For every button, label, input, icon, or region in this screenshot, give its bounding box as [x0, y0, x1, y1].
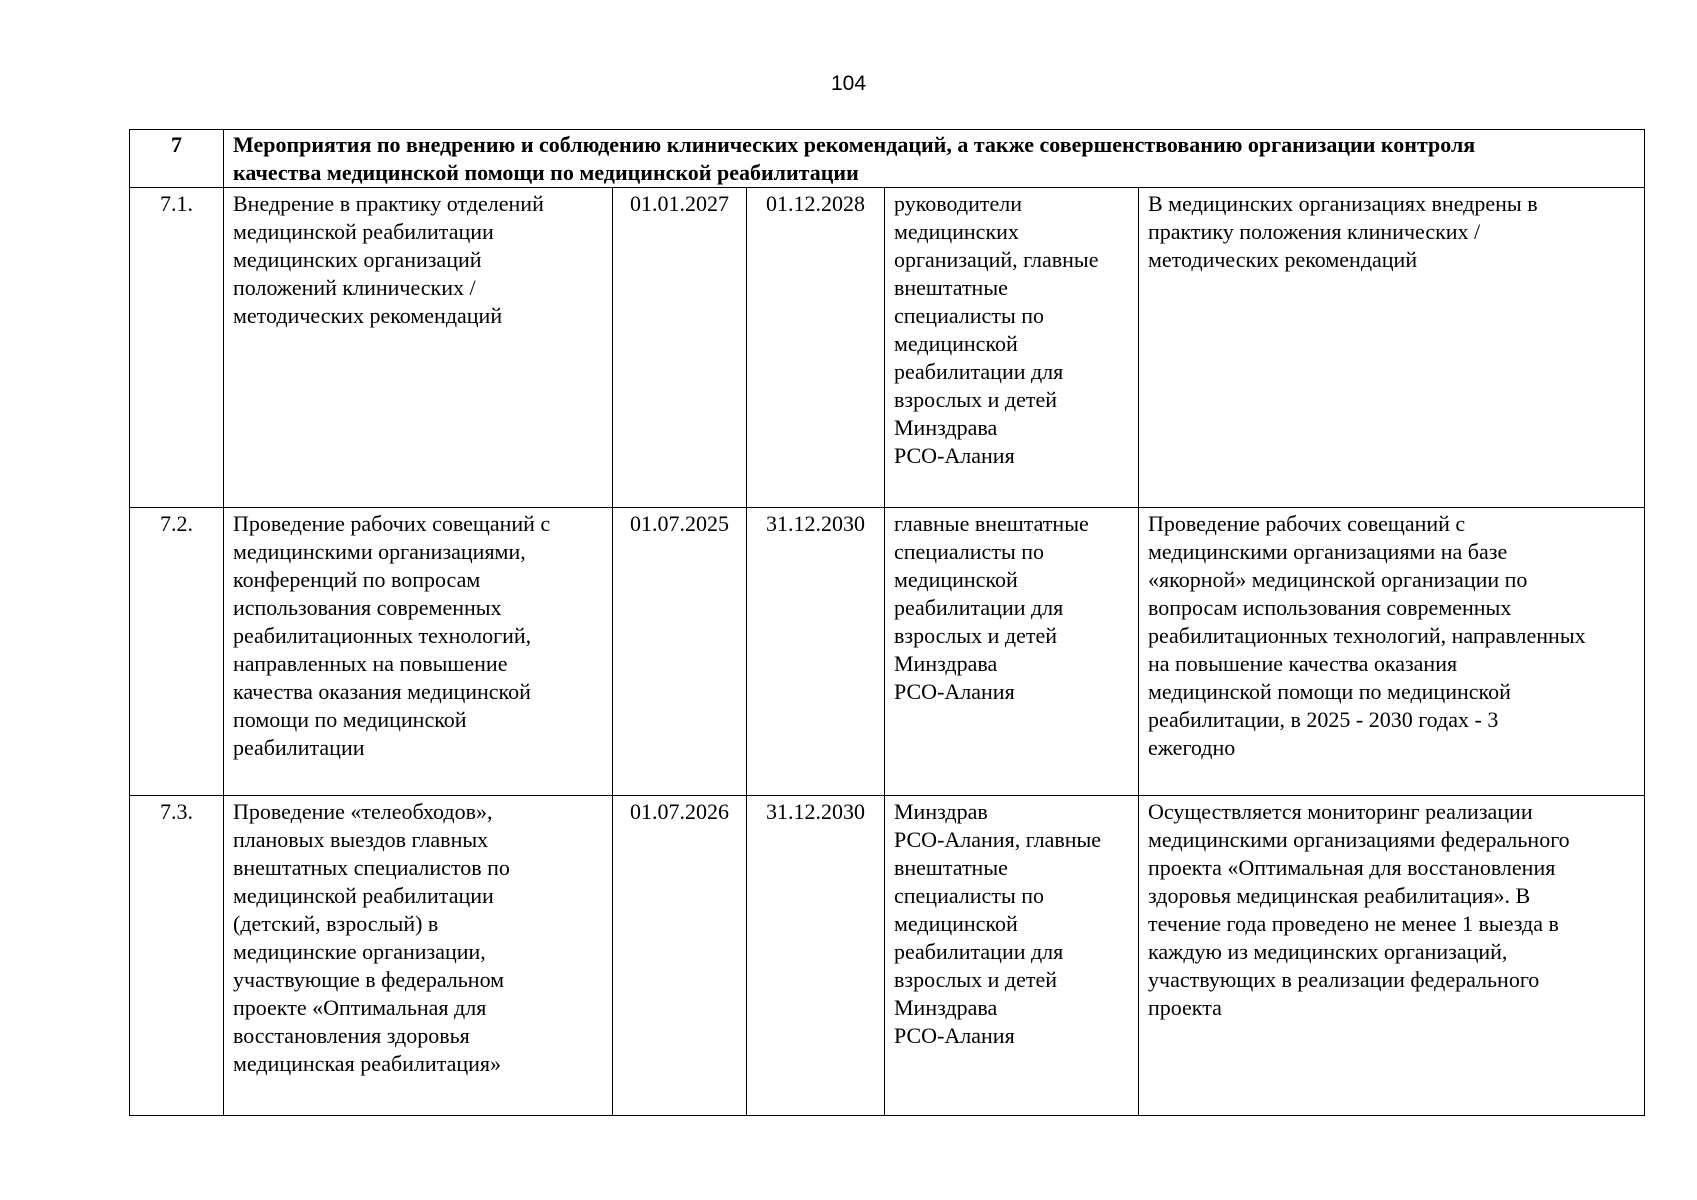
responsible-line: РСО-Алания — [894, 443, 1015, 468]
result-cell — [1139, 796, 1645, 1116]
end-date: 31.12.2030 — [747, 508, 885, 796]
responsible-line: реабилитации для — [894, 595, 1064, 620]
end-date: 01.12.2028 — [747, 188, 885, 508]
responsible-line: взрослых и детей — [894, 967, 1058, 992]
result-cell — [1139, 188, 1645, 508]
result-line: Проведение рабочих совещаний с — [1148, 511, 1466, 536]
measure-cell — [224, 508, 613, 796]
measure-line: медицинских организаций — [233, 247, 482, 272]
responsible-line: Минздрав — [894, 799, 988, 824]
measure-line: Проведение рабочих совещаний с — [233, 511, 551, 536]
responsible-line: специалисты по — [894, 303, 1044, 328]
measure-line: качества оказания медицинской — [233, 679, 531, 704]
result-line: проекта «Оптимальная для восстановления — [1148, 855, 1556, 880]
row-number: 7.2. — [130, 508, 224, 796]
responsible-line: специалисты по — [894, 883, 1044, 908]
page-number: 104 — [830, 72, 867, 95]
table-row — [130, 508, 1645, 796]
measure-line: медицинские организации, — [233, 939, 486, 964]
result-line: вопросам использования современных — [1148, 595, 1512, 620]
responsible-line: РСО-Алания — [894, 679, 1015, 704]
measure-line: положений клинических / — [233, 275, 476, 300]
responsible-line: специалисты по — [894, 539, 1044, 564]
section-title-line: качества медицинской помощи по медицинской реабилитации — [233, 160, 859, 185]
result-line: течение года проведено не менее 1 выезда в — [1148, 911, 1559, 936]
responsible-line: медицинской — [894, 567, 1018, 592]
section-header-row — [130, 130, 1645, 188]
measures-table — [129, 129, 1645, 1116]
result-line: «якорной» медицинской организации по — [1148, 567, 1528, 592]
result-line: проекта — [1148, 995, 1222, 1020]
measure-line: медицинской реабилитации — [233, 219, 494, 244]
measure-line: конференций по вопросам — [233, 567, 481, 592]
result-line: В медицинских организациях внедрены в — [1148, 191, 1538, 216]
measure-line: Проведение «телеобходов», — [233, 799, 493, 824]
responsible-line: реабилитации для — [894, 939, 1064, 964]
measure-line: направленных на повышение — [233, 651, 508, 676]
responsible-line: взрослых и детей — [894, 623, 1058, 648]
start-date: 01.07.2025 — [613, 508, 747, 796]
measure-line: методических рекомендаций — [233, 303, 503, 328]
result-cell — [1139, 508, 1645, 796]
responsible-line: внештатные — [894, 275, 1008, 300]
result-line: Осуществляется мониторинг реализации — [1148, 799, 1533, 824]
responsible-line: медицинской — [894, 911, 1018, 936]
section-title-line: Мероприятия по внедрению и соблюдению клинических рекомендаций, а также совершенствованию организации контроля — [233, 132, 1476, 157]
result-line: реабилитационных технологий, направленных — [1148, 623, 1586, 648]
responsible-cell — [885, 796, 1139, 1116]
responsible-line: медицинской — [894, 331, 1018, 356]
result-line: практику положения клинических / — [1148, 219, 1481, 244]
responsible-cell — [885, 188, 1139, 508]
result-line: каждую из медицинских организаций, — [1148, 939, 1508, 964]
responsible-line: Минздрава — [894, 415, 998, 440]
responsible-line: главные внештатные — [894, 511, 1089, 536]
measure-line: медицинской реабилитации — [233, 883, 494, 908]
measure-line: медицинскими организациями, — [233, 539, 526, 564]
responsible-line: реабилитации для — [894, 359, 1064, 384]
responsible-line: РСО-Алания, главные — [894, 827, 1102, 852]
measure-line: реабилитационных технологий, — [233, 623, 532, 648]
measure-cell — [224, 796, 613, 1116]
result-line: ежегодно — [1148, 735, 1236, 760]
measure-line: (детский, взрослый) в — [233, 911, 439, 936]
measure-line: внештатных специалистов по — [233, 855, 510, 880]
result-line: медицинской помощи по медицинской — [1148, 679, 1511, 704]
result-line: здоровья медицинская реабилитация». В — [1148, 883, 1531, 908]
responsible-line: внештатные — [894, 855, 1008, 880]
table-row — [130, 188, 1645, 508]
start-date: 01.01.2027 — [613, 188, 747, 508]
end-date: 31.12.2030 — [747, 796, 885, 1116]
section-title — [224, 130, 1645, 188]
responsible-line: организаций, главные — [894, 247, 1099, 272]
responsible-line: медицинских — [894, 219, 1019, 244]
responsible-cell — [885, 508, 1139, 796]
measure-line: медицинская реабилитация» — [233, 1051, 502, 1076]
row-number: 7.1. — [130, 188, 224, 508]
result-line: медицинскими организациями федерального — [1148, 827, 1570, 852]
measure-line: проекте «Оптимальная для — [233, 995, 487, 1020]
measure-line: Внедрение в практику отделений — [233, 191, 544, 216]
measure-line: помощи по медицинской — [233, 707, 467, 732]
responsible-line: взрослых и детей — [894, 387, 1058, 412]
responsible-line: руководители — [894, 191, 1022, 216]
table-row — [130, 796, 1645, 1116]
result-line: методических рекомендаций — [1148, 247, 1418, 272]
responsible-line: Минздрава — [894, 995, 998, 1020]
measure-line: реабилитации — [233, 735, 365, 760]
measure-line: восстановления здоровья — [233, 1023, 470, 1048]
measure-line: использования современных — [233, 595, 502, 620]
start-date: 01.07.2026 — [613, 796, 747, 1116]
responsible-line: РСО-Алания — [894, 1023, 1015, 1048]
measure-cell — [224, 188, 613, 508]
section-number: 7 — [130, 130, 224, 188]
result-line: на повышение качества оказания — [1148, 651, 1458, 676]
measure-line: участвующие в федеральном — [233, 967, 505, 992]
result-line: участвующих в реализации федерального — [1148, 967, 1540, 992]
responsible-line: Минздрава — [894, 651, 998, 676]
result-line: реабилитации, в 2025 - 2030 годах - 3 — [1148, 707, 1499, 732]
result-line: медицинскими организациями на базе — [1148, 539, 1508, 564]
row-number: 7.3. — [130, 796, 224, 1116]
measure-line: плановых выездов главных — [233, 827, 489, 852]
